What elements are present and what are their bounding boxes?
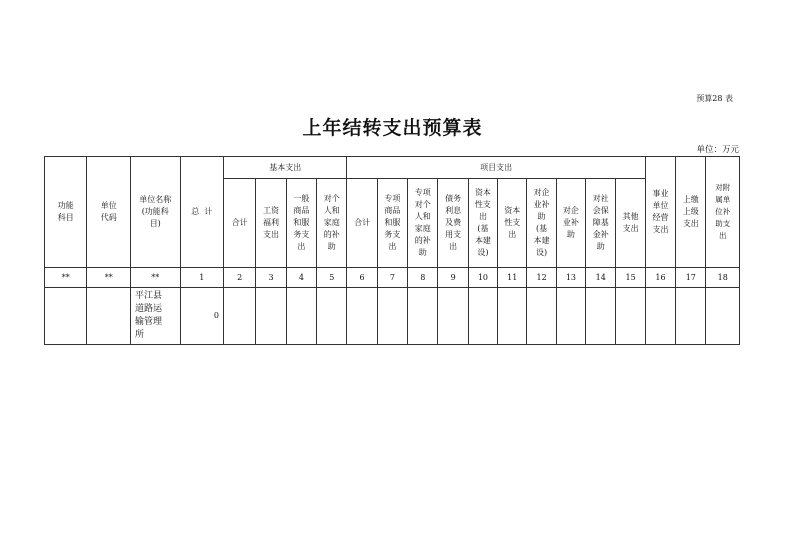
budget-table	[44, 156, 740, 345]
index-cell: 7	[377, 268, 407, 288]
header-basic-3: 一般 商品 和服 务支 出	[286, 179, 316, 268]
header-tail-2: 上缴 上级 支出	[676, 157, 706, 268]
cell-empty	[676, 288, 706, 345]
cell-empty	[498, 288, 527, 345]
cell-empty	[377, 288, 407, 345]
index-cell: 18	[706, 268, 740, 288]
index-cell: 14	[586, 268, 616, 288]
index-cell: 10	[468, 268, 497, 288]
index-cell: 15	[616, 268, 645, 288]
table-row	[45, 288, 740, 345]
index-cell: **	[130, 268, 180, 288]
index-cell: 5	[317, 268, 347, 288]
index-cell: 16	[645, 268, 675, 288]
header-tail-3: 对附 属单 位补 助支 出	[706, 157, 740, 268]
cell-unit-name: 平江县 道路运 输管理 所	[130, 288, 180, 345]
page-title: 上年结转支出预算表	[302, 117, 483, 139]
header-project-7: 对企 业补 助 (基 本建 设)	[527, 179, 556, 268]
header-basic-1: 合计	[224, 179, 256, 268]
cell-func-subject	[45, 288, 87, 345]
cell-empty	[224, 288, 256, 345]
header-group-basic: 基本支出	[224, 157, 347, 179]
index-cell: 11	[498, 268, 527, 288]
header-total: 总 计	[180, 157, 223, 268]
index-cell: 17	[676, 268, 706, 288]
index-cell: 1	[180, 268, 223, 288]
index-cell: **	[45, 268, 87, 288]
header-project-8: 对企 业补 助	[556, 179, 585, 268]
header-func-subject: 功能 科目	[45, 157, 87, 268]
header-basic-4: 对个 人和 家庭 的补 助	[317, 179, 347, 268]
cell-empty	[317, 288, 347, 345]
cell-empty	[408, 288, 438, 345]
header-group-project: 项目支出	[347, 157, 645, 179]
header-project-5: 资本 性支 出 (基 本建 设)	[468, 179, 497, 268]
cell-unit-code	[87, 288, 130, 345]
index-cell: 9	[438, 268, 468, 288]
header-project-1: 合计	[347, 179, 377, 268]
header-unit-code: 单位 代码	[87, 157, 130, 268]
cell-empty	[586, 288, 616, 345]
header-project-4: 债务 利息 及费 用支 出	[438, 179, 468, 268]
cell-total: 0	[180, 288, 223, 345]
index-cell: 4	[286, 268, 316, 288]
cell-empty	[527, 288, 556, 345]
index-cell: **	[87, 268, 130, 288]
header-project-9: 对社 会保 障基 金补 助	[586, 179, 616, 268]
index-cell: 2	[224, 268, 256, 288]
cell-empty	[347, 288, 377, 345]
cell-empty	[616, 288, 645, 345]
index-cell: 13	[556, 268, 585, 288]
header-unit-name: 单位名称 (功能科 目)	[130, 157, 180, 268]
cell-empty	[645, 288, 675, 345]
cell-empty	[468, 288, 497, 345]
index-cell: 6	[347, 268, 377, 288]
index-cell: 3	[256, 268, 286, 288]
header-project-6: 资本 性支 出	[498, 179, 527, 268]
header-project-10: 其他 支出	[616, 179, 645, 268]
header-tail-1: 事业 单位 经营 支出	[645, 157, 675, 268]
header-project-2: 专项 商品 和服 务支 出	[377, 179, 407, 268]
cell-empty	[556, 288, 585, 345]
header-basic-2: 工资 福利 支出	[256, 179, 286, 268]
header-project-3: 专项 对个 人和 家庭 的补 助	[408, 179, 438, 268]
index-cell: 8	[408, 268, 438, 288]
cell-empty	[706, 288, 740, 345]
page-id: 预算28 表	[696, 94, 733, 103]
cell-empty	[286, 288, 316, 345]
unit-label: 单位：万元	[696, 145, 739, 155]
cell-empty	[256, 288, 286, 345]
index-cell: 12	[527, 268, 556, 288]
cell-empty	[438, 288, 468, 345]
